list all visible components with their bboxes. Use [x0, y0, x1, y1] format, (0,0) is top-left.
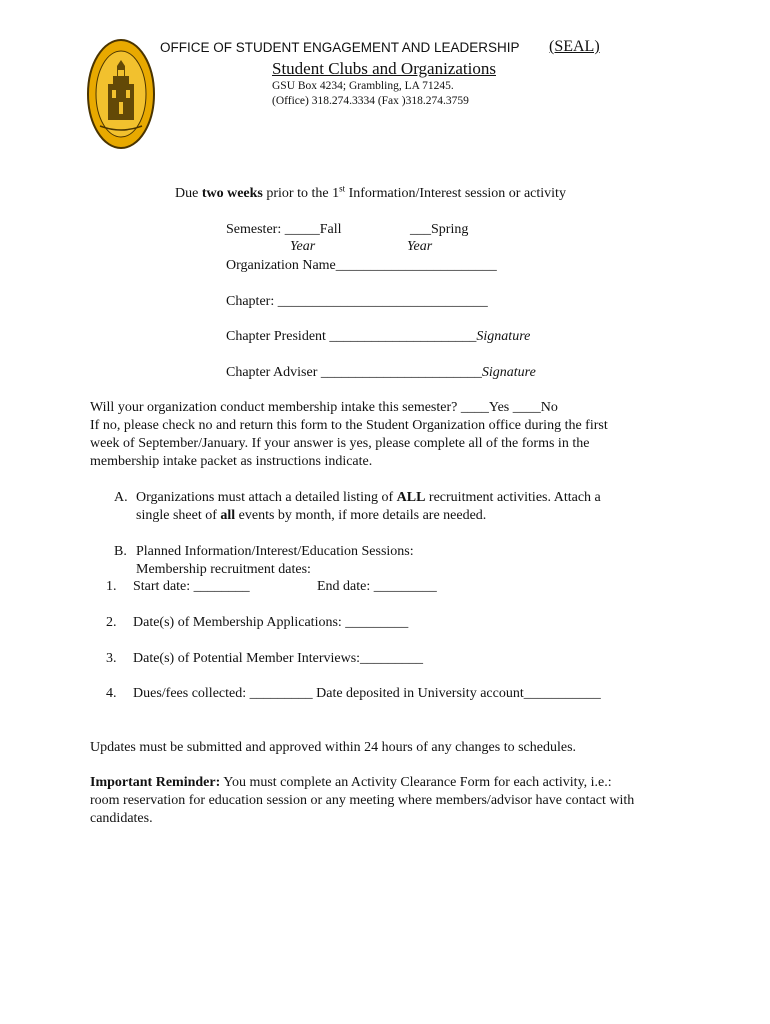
item-a-line: Organizations must attach a detailed listing of ALL recruitment activities. Attach a: [136, 490, 601, 505]
signature-label: Signature: [481, 365, 536, 380]
address: GSU Box 4234; Grambling, LA 71245.: [272, 80, 454, 92]
important-reminder: Important Reminder: You must complete an Activity Clearance Form for each activity, i.e.:: [90, 775, 612, 790]
item-a-marker: A.: [114, 490, 128, 505]
phone-fax: (Office) 318.274.3334 (Fax )318.274.3759: [272, 95, 469, 107]
chapter-president-field[interactable]: Chapter President _____________________Signature: [226, 329, 531, 344]
organization-name-field[interactable]: Organization Name_______________________: [226, 258, 497, 273]
year-label-spring: Year: [407, 239, 433, 254]
due-notice: Due two weeks prior to the 1st Information/Interest session or activity: [175, 183, 566, 201]
office-title: OFFICE OF STUDENT ENGAGEMENT AND LEADERSHIP: [160, 40, 520, 55]
year-label-fall: Year: [290, 239, 316, 254]
university-seal: [86, 38, 156, 150]
seal-marker: (SEAL): [549, 38, 600, 55]
intake-text-line: week of September/January. If your answer is yes, please complete all of the forms in the: [90, 436, 590, 451]
intake-text-line: membership intake packet as instructions indicate.: [90, 454, 373, 469]
item-b-marker: B.: [114, 544, 127, 559]
start-date-field[interactable]: Start date: ________: [133, 579, 250, 594]
item-number: 3.: [106, 651, 117, 666]
membership-applications-field[interactable]: Date(s) of Membership Applications: _________: [133, 615, 409, 630]
item-number: 1.: [106, 579, 117, 594]
dues-fees-field[interactable]: Dues/fees collected: _________ Date deposited in University account___________: [133, 686, 601, 701]
reminder-line: room reservation for education session or any meeting where members/advisor have contact with: [90, 793, 635, 808]
item-a-line: single sheet of all events by month, if more details are needed.: [136, 508, 487, 523]
item-number: 4.: [106, 686, 117, 701]
chapter-adviser-field[interactable]: Chapter Adviser _______________________Signature: [226, 365, 536, 380]
department-title: Student Clubs and Organizations: [272, 59, 496, 78]
intake-text-line: If no, please check no and return this form to the Student Organization office during the first: [90, 418, 608, 433]
item-b-line: Planned Information/Interest/Education Sessions:: [136, 544, 414, 559]
intake-question[interactable]: Will your organization conduct membership intake this semester? ____Yes ____No: [90, 400, 558, 415]
item-b-line: Membership recruitment dates:: [136, 562, 311, 577]
semester-fall-field[interactable]: Semester: _____Fall: [226, 222, 342, 237]
chapter-field[interactable]: Chapter: ______________________________: [226, 294, 488, 309]
end-date-field[interactable]: End date: _________: [317, 579, 437, 594]
member-interviews-field[interactable]: Date(s) of Potential Member Interviews:_________: [133, 651, 424, 666]
semester-spring-field[interactable]: ___Spring: [410, 222, 469, 237]
item-number: 2.: [106, 615, 117, 630]
signature-label: Signature: [476, 329, 531, 344]
reminder-line: candidates.: [90, 811, 153, 826]
updates-note: Updates must be submitted and approved within 24 hours of any changes to schedules.: [90, 740, 577, 755]
